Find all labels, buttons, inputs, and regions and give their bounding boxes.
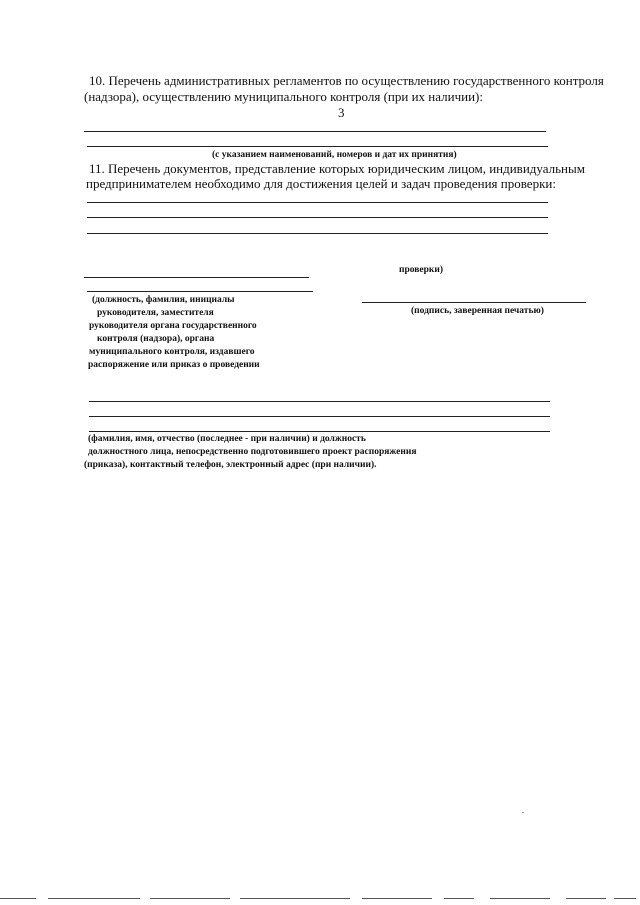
fill-line <box>87 233 548 234</box>
scan-edge-mark <box>240 898 350 899</box>
fill-line <box>89 401 550 402</box>
signature-caption: (подпись, заверенная печатью) <box>411 306 544 316</box>
scan-edge-mark <box>0 898 36 899</box>
page-number: 3 <box>338 105 345 120</box>
signer-caption-line: руководителя органа государственного <box>89 321 257 331</box>
fill-line <box>87 202 548 203</box>
scan-edge-mark <box>614 898 636 899</box>
proverki-text: проверки) <box>399 265 444 275</box>
official-caption-line: (приказа), контактный телефон, электронный адрес (при наличии). <box>84 460 377 470</box>
fill-line <box>87 146 548 147</box>
note-names-numbers-dates: (с указанием наименований, номеров и дат их принятия) <box>212 150 457 160</box>
fill-line <box>89 416 550 417</box>
fill-line <box>89 431 550 432</box>
official-caption-line: (фамилия, имя, отчество (последнее - при наличии) и должность <box>88 434 366 444</box>
scan-edge-mark <box>150 898 230 899</box>
signer-caption-line: руководителя, заместителя <box>97 308 214 318</box>
signer-caption-line: контроля (надзора), органа <box>97 334 215 344</box>
signer-line <box>84 277 309 278</box>
section-11-line-2: предпринимателем необходимо для достижения целей и задач проведения проверки: <box>86 176 556 191</box>
fill-line <box>87 217 548 218</box>
scan-edge-mark <box>362 898 432 899</box>
signer-line <box>87 291 313 292</box>
scan-edge-mark <box>566 898 606 899</box>
official-caption-line: должностного лица, непосредственно подготовившего проект распоряжения <box>88 447 417 457</box>
scan-edge-mark <box>444 898 474 899</box>
signer-caption-line: муниципального контроля, издавшего <box>89 347 255 357</box>
scan-speck <box>522 812 524 813</box>
section-10-line-2: (надзора), осуществлению муниципального контроля (при их наличии): <box>84 89 483 104</box>
scan-edge-mark <box>48 898 140 899</box>
fill-line <box>84 131 546 132</box>
section-10-line-1: 10. Перечень административных регламентов по осуществлению государственного контроля <box>89 73 604 88</box>
section-11-line-1: 11. Перечень документов, представление которых юридическим лицом, индивидуальным <box>89 161 585 176</box>
signer-caption-line: (должность, фамилия, инициалы <box>92 295 235 305</box>
signer-caption-line: распоряжение или приказ о проведении <box>88 360 260 370</box>
scan-edge-mark <box>490 898 550 899</box>
signature-line <box>362 302 586 303</box>
